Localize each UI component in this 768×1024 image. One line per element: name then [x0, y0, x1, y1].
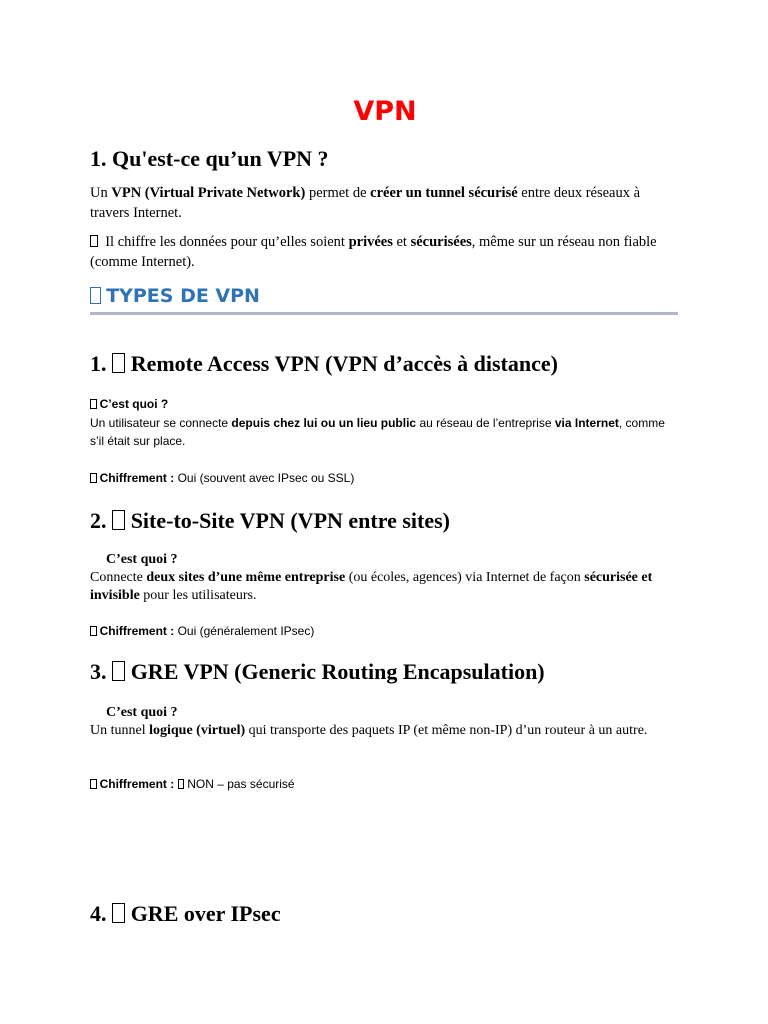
- missing-glyph-icon: [90, 287, 101, 304]
- missing-glyph-icon: [112, 510, 125, 530]
- missing-glyph-icon: [178, 779, 185, 789]
- gre-description: C’est quoi ? Un tunnel logique (virtuel) qui transporte des paquets IP (et même non-IP) d’un routeur à un autre.: [90, 705, 648, 738]
- site-to-site-encryption: Chiffrement : Oui (généralement IPsec): [90, 622, 680, 641]
- heading-gre-over-ipsec: 4. GRE over IPsec: [90, 901, 281, 926]
- missing-glyph-icon: [112, 353, 125, 373]
- heading-gre-vpn: 3. GRE VPN (Generic Routing Encapsulation): [90, 659, 545, 684]
- missing-glyph-icon: [112, 903, 125, 923]
- missing-glyph-icon: [112, 661, 125, 681]
- heading-site-to-site-vpn: 2. Site-to-Site VPN (VPN entre sites): [90, 508, 451, 533]
- paragraph-vpn-definition: Un VPN (Virtual Private Network) permet de créer un tunnel sécurisé entre deux réseaux à travers Internet.: [90, 185, 641, 221]
- heading-remote-access-vpn: 1. Remote Access VPN (VPN d’accès à distance): [90, 351, 558, 376]
- missing-glyph-icon: [90, 779, 97, 789]
- missing-glyph-icon: [90, 399, 97, 409]
- heading-what-is-vpn: 1. Qu'est-ce qu’un VPN ?: [90, 146, 329, 171]
- section-divider: [90, 312, 678, 315]
- missing-glyph-icon: [90, 473, 97, 483]
- paragraph-vpn-encryption: Il chiffre les données pour qu’elles soient privées et sécurisées, même sur un réseau non fiable (comme Internet).: [90, 234, 657, 270]
- missing-glyph-icon: [90, 626, 97, 636]
- gre-encryption: Chiffrement : NON – pas sécurisé: [90, 775, 680, 794]
- missing-glyph-icon: [90, 235, 98, 247]
- site-to-site-description: C’est quoi ? Connecte deux sites d’une même entreprise (ou écoles, agences) via Internet de façon sécurisée et invisible pour les utilisateurs.: [90, 552, 653, 603]
- remote-access-encryption: Chiffrement : Oui (souvent avec IPsec ou SSL): [90, 469, 680, 488]
- document-title: VPN: [353, 96, 417, 127]
- remote-access-description: C’est quoi ? Un utilisateur se connecte depuis chez lui ou un lieu public au réseau de l’entreprise via Internet, comme s’il était sur place.: [90, 397, 665, 448]
- heading-types-de-vpn: TYPES DE VPN: [90, 285, 260, 307]
